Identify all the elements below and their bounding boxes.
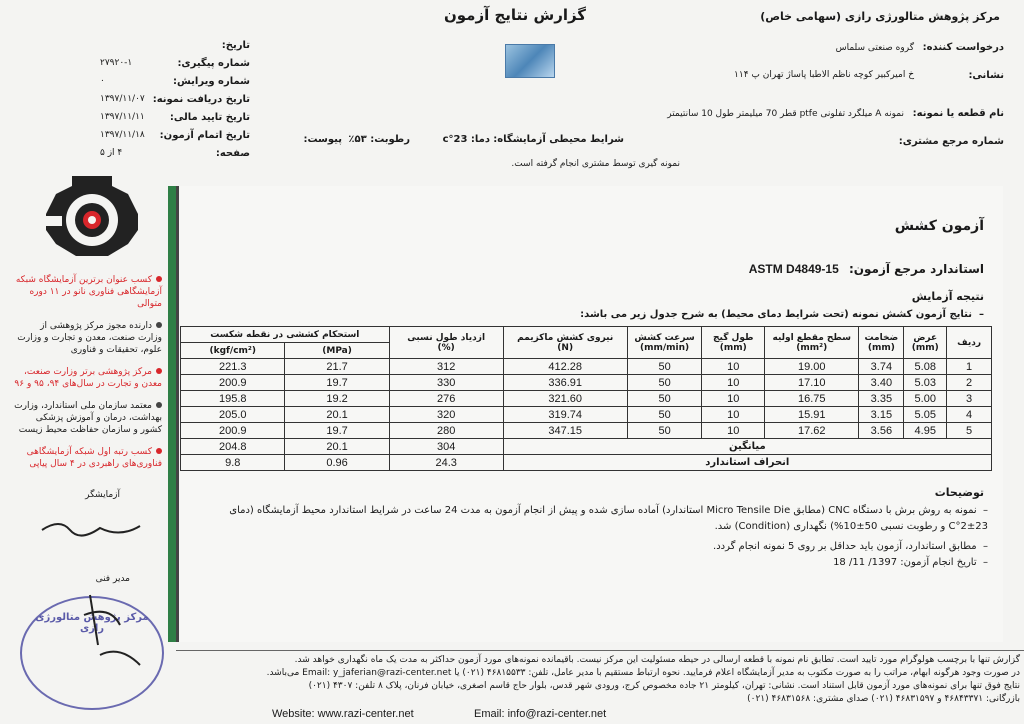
cell-width: 5.00	[904, 391, 947, 407]
cell-kgf: 200.9	[181, 375, 285, 391]
std-label: انحراف استاندارد	[503, 455, 991, 471]
cell-force: 321.60	[503, 391, 627, 407]
bullet-dot-icon	[156, 368, 162, 374]
cell-thickness: 3.15	[859, 407, 904, 423]
footer	[180, 654, 1020, 706]
footer-email[interactable]: Email: info@razi-center.net	[474, 708, 607, 720]
cell-width: 5.08	[904, 359, 947, 375]
col-area: سطح مقطع اولیه (mm²)	[765, 327, 859, 359]
report-title: گزارش نتایج آزمون	[443, 6, 587, 24]
col-thickness: ضخامت (mm)	[859, 327, 904, 359]
mean-elongation: 304	[389, 439, 503, 455]
cell-area: 16.75	[765, 391, 859, 407]
sampling-note: نمونه گیری توسط مشتری انجام گرفته است.	[511, 159, 680, 169]
results-table	[180, 326, 992, 471]
table-row	[181, 407, 992, 423]
std-kgf: 9.8	[181, 455, 285, 471]
table-row	[181, 375, 992, 391]
std-elongation: 24.3	[389, 455, 503, 471]
table-row-std	[181, 455, 992, 471]
col-width: عرض (mm)	[904, 327, 947, 359]
tester-label: آزمایشگر	[85, 490, 120, 500]
applicant-value: گروه صنعتی سلماس	[835, 43, 914, 53]
standard-row: استاندارد مرجع آزمون: ASTM D4849-15	[748, 262, 984, 276]
accent-strip	[168, 186, 176, 642]
cell-area: 19.00	[765, 359, 859, 375]
cell-force: 412.28	[503, 359, 627, 375]
col-elongation: ازدیاد طول نسبی (%)	[389, 327, 503, 359]
cell-thickness: 3.35	[859, 391, 904, 407]
col-gauge: طول گیج (mm)	[702, 327, 765, 359]
table-row-mean	[181, 439, 992, 455]
dash-icon: –	[976, 541, 988, 552]
sidebar-bullet: کسب عنوان برترین آزمایشگاه شبکه آزمایشگاهی فناوری نانو در ۱۱ دوره متوالی	[15, 275, 162, 309]
table-row	[181, 391, 992, 407]
cell-mpa: 20.1	[285, 407, 389, 423]
cell-speed: 50	[627, 391, 702, 407]
sample-label: نام قطعه یا نمونه:	[912, 108, 1004, 119]
col-strength-kgf: (kgf/cm²)	[181, 343, 285, 359]
cell-row: 5	[947, 423, 992, 439]
env-attach: پیوست:	[303, 134, 342, 145]
field-financial: تاریخ تایید مالی: ۱۳۹۷/۱۱/۱۱	[100, 112, 250, 123]
cell-row: 3	[947, 391, 992, 407]
mean-kgf: 204.8	[181, 439, 285, 455]
cell-gauge: 10	[702, 359, 765, 375]
mean-label: میانگین	[503, 439, 991, 455]
bullet-dot-icon	[156, 448, 162, 454]
field-revision: شماره ویرایش: ۰	[100, 76, 250, 87]
field-tracking: شماره پیگیری: ۲۷۹۲۰-۱	[100, 58, 250, 69]
field-date: تاریخ:	[221, 40, 250, 51]
cell-elongation: 276	[389, 391, 503, 407]
bullet-dot-icon	[156, 276, 162, 282]
col-strength: استحکام کششی در نقطه شکست	[181, 327, 390, 343]
notes-title: توضیحات	[934, 486, 984, 499]
center-name: مرکز پژوهش متالورژی رازی (سهامی خاص)	[760, 10, 1000, 23]
stamp-seal: مرکز پژوهش متالورژی رازی	[20, 596, 164, 710]
sidebar-bullets	[10, 274, 162, 470]
cell-gauge: 10	[702, 423, 765, 439]
field-received: تاریخ دریافت نمونه: ۱۳۹۷/۱۱/۰۷	[100, 94, 250, 105]
left-fields	[100, 40, 250, 166]
cell-elongation: 312	[389, 359, 503, 375]
bullet-dot-icon	[156, 402, 162, 408]
manager-signature	[70, 585, 150, 675]
sidebar-bullet: معتمد سازمان ملی استاندارد، وزارت بهداشت، درمان و آموزش پزشکی کشور و سازمان حفاظت محیط زیست	[14, 401, 162, 435]
footer-divider	[176, 650, 1024, 651]
cell-speed: 50	[627, 423, 702, 439]
results-title: نتیجه آزمایش	[911, 290, 984, 303]
cell-mpa: 21.7	[285, 359, 389, 375]
sample-value: نمونه A میلگرد تفلونی ptfe قطر 70 میلیمتر طول 10 سانتیمتر	[667, 109, 904, 119]
cell-row: 1	[947, 359, 992, 375]
cell-thickness: 3.40	[859, 375, 904, 391]
cell-width: 5.05	[904, 407, 947, 423]
footer-line: گزارش تنها با برچسب هولوگرام مورد تایید است. تطابق نام نمونه با قطعه ارسالی در حیطه مسئولیت این مرکز نیست. باقیمانده نمونه‌های مورد آزمون حداکثر به مدت یک ماه نگهداری خواهد شد.	[294, 655, 1020, 665]
col-force: نیروی کشش ماکزیمم (N)	[503, 327, 627, 359]
cell-thickness: 3.74	[859, 359, 904, 375]
dash-icon: –	[972, 309, 984, 320]
cell-gauge: 10	[702, 375, 765, 391]
sidebar-bullet: کسب رتبه اول شبکه آزمایشگاهی فناوری‌های راهبردی در ۴ سال پیاپی	[26, 447, 162, 469]
cell-kgf: 221.3	[181, 359, 285, 375]
cell-speed: 50	[627, 375, 702, 391]
cell-force: 347.15	[503, 423, 627, 439]
note-item: – تاریخ انجام آزمون: 1397/ 11/ 18	[833, 557, 988, 568]
dash-icon: –	[976, 505, 988, 516]
notes-list	[208, 503, 988, 571]
tester-signature	[40, 512, 150, 542]
footer-line: نتایج فوق تنها برای نمونه‌های مورد آزمون قابل استناد است. نشانی: تهران، کیلومتر ۲۱ جاده مخصوص کرج، ورودی شهر قدس، بلوار حاج قاسم اصغری، خیابان فرنان، پلاک ۸ تلفن: ۴۳۰۷ (۰۲۱)	[308, 681, 1020, 691]
cell-width: 4.95	[904, 423, 947, 439]
footer-line: در صورت وجود هرگونه ابهام، مراتب را به صورت مکتوب به مدیر آزمایشگاه اعلام فرمایید. نحوه ارتباط مستقیم با مدیر عامل، تلفن: ۴۶۸۱۵۵۳۳ (۰۲۱) یا Email: y_jaferian@razi-center.net می‌باشد.	[266, 668, 1020, 678]
cell-kgf: 200.9	[181, 423, 285, 439]
mean-mpa: 20.1	[285, 439, 389, 455]
cell-area: 17.10	[765, 375, 859, 391]
table-header-row	[181, 327, 992, 343]
cell-row: 4	[947, 407, 992, 423]
footer-line: بازرگانی: ۴۶۸۴۳۳۷۱ و ۴۶۸۳۱۵۹۷ (۰۲۱) صدای مشتری: ۴۶۸۳۱۵۶۸ (۰۲۱)	[747, 694, 1020, 704]
note-item: – نمونه به روش برش با دستگاه CNC (مطابق Micro Tensile Die استاندارد) آماده سازی شده و پیش از انجام آزمون به مدت 24 ساعت در شرایط استاندارد محیط آزمایشگاه (دمای 23±2°C و رطوبت نسبی 50±10%) نگهداری (Condition) شد.	[229, 505, 988, 532]
cell-force: 336.91	[503, 375, 627, 391]
cell-elongation: 330	[389, 375, 503, 391]
cell-area: 17.62	[765, 423, 859, 439]
address-value: خ امیرکبیر کوچه ناظم الاطبا پاساژ تهران پ ۱۱۴	[734, 70, 914, 80]
col-strength-mpa: (MPa)	[285, 343, 389, 359]
table-row	[181, 359, 992, 375]
razi-logo	[42, 172, 142, 262]
sidebar-bullet: مرکز پژوهشی برتر وزارت صنعت، معدن و تجارت در سال‌های ۹۴، ۹۵ و ۹۶	[14, 367, 162, 389]
address-label: نشانی:	[968, 70, 1004, 81]
cell-gauge: 10	[702, 407, 765, 423]
cell-speed: 50	[627, 407, 702, 423]
env-humidity: رطوبت: ۵۳٪	[348, 134, 410, 145]
cell-elongation: 280	[389, 423, 503, 439]
col-speed: سرعت کشش (mm/min)	[627, 327, 702, 359]
cell-elongation: 320	[389, 407, 503, 423]
cell-row: 2	[947, 375, 992, 391]
section-title: آزمون کشش	[894, 218, 984, 234]
cell-area: 15.91	[765, 407, 859, 423]
cell-mpa: 19.7	[285, 423, 389, 439]
manager-label: مدیر فنی	[95, 574, 130, 584]
cell-speed: 50	[627, 359, 702, 375]
cell-kgf: 205.0	[181, 407, 285, 423]
cell-width: 5.03	[904, 375, 947, 391]
col-row: ردیف	[947, 327, 992, 359]
dash-icon: –	[976, 557, 988, 568]
customer-ref-label: شماره مرجع مشتری:	[898, 136, 1004, 147]
footer-website[interactable]: Website: www.razi-center.net	[272, 708, 414, 720]
results-intro: – نتایج آزمون کشش نمونه (تحت شرایط دمای محیط) به شرح جدول زیر می باشد:	[580, 309, 984, 320]
bullet-dot-icon	[156, 322, 162, 328]
cell-mpa: 19.7	[285, 375, 389, 391]
cell-kgf: 195.8	[181, 391, 285, 407]
table-row	[181, 423, 992, 439]
cell-gauge: 10	[702, 391, 765, 407]
note-item: – مطابق استاندارد، آزمون باید حداقل بر روی 5 نمونه انجام گردد.	[713, 541, 988, 552]
field-page: صفحه: ۴ از ۵	[100, 148, 250, 159]
applicant-label: درخواست کننده:	[922, 42, 1004, 53]
cell-mpa: 19.2	[285, 391, 389, 407]
env-label: شرایط محیطی آزمایشگاه:	[493, 134, 624, 145]
sidebar-bullet: دارنده مجوز مرکز پژوهشی از وزارت صنعت، معدن و تجارت و وزارت علوم، تحقیقات و فناوری	[17, 321, 162, 355]
hologram-badge	[505, 44, 555, 78]
env-temp: دما: 23°c	[442, 134, 490, 145]
cell-force: 319.74	[503, 407, 627, 423]
std-mpa: 0.96	[285, 455, 389, 471]
field-finished: تاریخ اتمام آزمون: ۱۳۹۷/۱۱/۱۸	[100, 130, 250, 141]
cell-thickness: 3.56	[859, 423, 904, 439]
